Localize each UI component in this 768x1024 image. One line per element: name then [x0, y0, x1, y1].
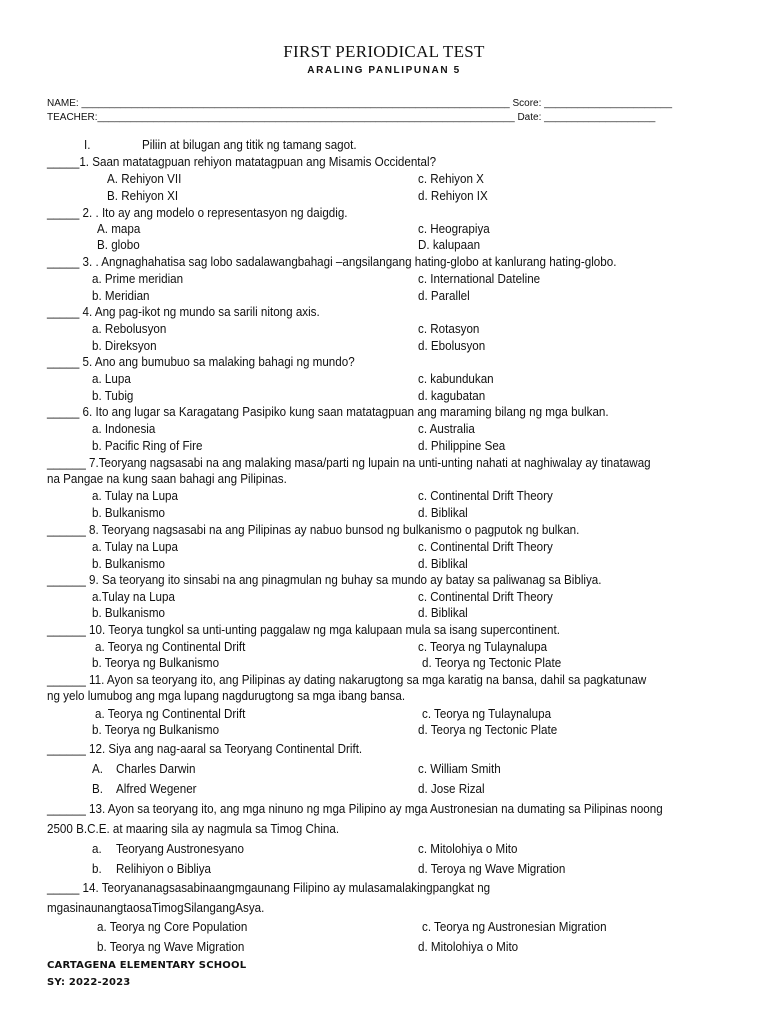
question-9-stem: ______ 9. Sa teoryang ito sinsabi na ang pinagmulan ng buhay sa mundo ay batay sa paliwanag sa Bibliya.: [47, 573, 602, 587]
q6-choice-d: d. Philippine Sea: [418, 439, 506, 453]
question-5-stem: _____ 5. Ano ang bumubuo sa malaking bahagi ng mundo?: [47, 355, 355, 369]
q1-choice-a: A. Rehiyon VII: [107, 172, 182, 186]
q6-choice-b: b. Pacific Ring of Fire: [92, 439, 203, 453]
q9-choice-c: c. Continental Drift Theory: [418, 590, 553, 604]
question-7-stem-line2: na Pangae na kung saan bahagi ang Pilipinas.: [47, 472, 287, 486]
q7-choice-d: d. Biblikal: [418, 506, 468, 520]
q13-choice-d: d. Teroya ng Wave Migration: [418, 862, 566, 876]
q14-choice-c: c. Teorya ng Austronesian Migration: [422, 920, 607, 934]
q12-choice-a-letter: A.: [92, 762, 103, 776]
q13-choice-a: Teoryang Austronesyano: [116, 842, 244, 856]
q11-choice-a: a. Teorya ng Continental Drift: [95, 707, 246, 721]
q10-choice-a: a. Teorya ng Continental Drift: [95, 640, 246, 654]
question-11-stem-line2: ng yelo lumubog ang mga lupang nagdurugtong sa mga ibang bansa.: [47, 689, 406, 703]
q12-choice-b-letter: B.: [92, 782, 103, 796]
question-4-stem: _____ 4. Ang pag-ikot ng mundo sa sarili nitong axis.: [47, 305, 320, 319]
page-subtitle: ARALING PANLIPUNAN 5: [307, 65, 461, 76]
q11-choice-c: c. Teorya ng Tulaynalupa: [422, 707, 552, 721]
q8-choice-b: b. Bulkanismo: [92, 557, 166, 571]
q1-choice-d: d. Rehiyon IX: [418, 189, 488, 203]
q10-choice-b: b. Teorya ng Bulkanismo: [92, 656, 220, 670]
question-12-stem: ______ 12. Siya ang nag-aaral sa Teoryang Continental Drift.: [47, 742, 363, 756]
q12-choice-c: c. William Smith: [418, 762, 501, 776]
question-14-stem-line2: mgasinaunangtaosaTimogSilangangAsya.: [47, 901, 265, 915]
q3-choice-d: d. Parallel: [418, 289, 470, 303]
question-7-stem-line1: ______ 7.Teoryang nagsasabi na ang malaking masa/parti ng lupain na unti-unting nahati at naghiwalay ay tinatawag: [47, 456, 651, 470]
q8-choice-d: d. Biblikal: [418, 557, 468, 571]
q3-choice-a: a. Prime meridian: [92, 272, 184, 286]
q2-choice-b: B. globo: [97, 238, 140, 252]
q5-choice-b: b. Tubig: [92, 389, 134, 403]
q4-choice-c: c. Rotasyon: [418, 322, 480, 336]
q1-choice-c: c. Rehiyon X: [418, 172, 484, 186]
q11-choice-b: b. Teorya ng Bulkanismo: [92, 723, 220, 737]
question-13-stem-line1: ______ 13. Ayon sa teoryang ito, ang mga ninuno ng mga Pilipino ay mga Austronesian na dumating sa Pilipinas noong: [47, 802, 663, 816]
q13-choice-b: Relihiyon o Bibliya: [116, 862, 211, 876]
instruction-text: Piliin at bilugan ang titik ng tamang sagot.: [142, 138, 357, 152]
q3-choice-c: c. International Dateline: [418, 272, 541, 286]
q6-choice-c: c. Australia: [418, 422, 475, 436]
q7-choice-c: c. Continental Drift Theory: [418, 489, 553, 503]
q9-choice-b: b. Bulkanismo: [92, 606, 166, 620]
q9-choice-a: a.Tulay na Lupa: [92, 590, 175, 604]
q14-choice-d: d. Mitolohiya o Mito: [418, 940, 519, 954]
q12-choice-b: Alfred Wegener: [116, 782, 197, 796]
question-14-stem-line1: _____ 14. Teoryananagsasabinaangmgaunang Filipino ay mulasamalakingpangkat ng: [47, 881, 491, 895]
question-3-stem: _____ 3. . Angnaghahatisa sag lobo sadalawangbahagi –angsilangang hating-globo at kanlurang hating-globo.: [47, 255, 617, 269]
q6-choice-a: a. Indonesia: [92, 422, 156, 436]
q7-choice-b: b. Bulkanismo: [92, 506, 166, 520]
q5-choice-d: d. kagubatan: [418, 389, 486, 403]
page-title: FIRST PERIODICAL TEST: [283, 42, 485, 61]
q14-choice-a: a. Teorya ng Core Population: [97, 920, 248, 934]
q8-choice-a: a. Tulay na Lupa: [92, 540, 178, 554]
question-2-stem: _____ 2. . Ito ay ang modelo o representasyon ng daigdig.: [47, 206, 348, 220]
q3-choice-b: b. Meridian: [92, 289, 150, 303]
q7-choice-a: a. Tulay na Lupa: [92, 489, 178, 503]
q4-choice-b: b. Direksyon: [92, 339, 157, 353]
q4-choice-a: a. Rebolusyon: [92, 322, 167, 336]
question-1-stem: _____1. Saan matatagpuan rehiyon matatagpuan ang Misamis Occidental?: [47, 155, 437, 169]
q2-choice-c: c. Heograpiya: [418, 222, 490, 236]
question-8-stem: ______ 8. Teoryang nagsasabi na ang Pilipinas ay nabuo bunsod ng bulkanismo o pagputok ng bulkan.: [47, 523, 580, 537]
q2-choice-d: D. kalupaan: [418, 238, 481, 252]
q14-choice-b: b. Teorya ng Wave Migration: [97, 940, 245, 954]
q13-choice-b-letter: b.: [92, 862, 102, 876]
q5-choice-c: c. kabundukan: [418, 372, 494, 386]
q4-choice-d: d. Ebolusyon: [418, 339, 486, 353]
q8-choice-c: c. Continental Drift Theory: [418, 540, 553, 554]
q13-choice-a-letter: a.: [92, 842, 102, 856]
q10-choice-d: d. Teorya ng Tectonic Plate: [422, 656, 562, 670]
q10-choice-c: c. Teorya ng Tulaynalupa: [418, 640, 548, 654]
question-13-stem-line2: 2500 B.C.E. at maaring sila ay nagmula sa Timog China.: [47, 822, 340, 836]
q5-choice-a: a. Lupa: [92, 372, 131, 386]
name-score-line: NAME: _____________________________________________________________________________ Score: _______________________: [47, 98, 673, 109]
question-11-stem-line1: ______ 11. Ayon sa teoryang ito, ang Pilipinas ay dating nakarugtong sa mga karatig na bansa, dahil sa pagkatunaw: [47, 673, 647, 687]
teacher-date-line: TEACHER:___________________________________________________________________________ Date: ____________________: [47, 112, 656, 123]
q1-choice-b: B. Rehiyon XI: [107, 189, 179, 203]
q12-choice-d: d. Jose Rizal: [418, 782, 485, 796]
q13-choice-c: c. Mitolohiya o Mito: [418, 842, 518, 856]
school-name: CARTAGENA ELEMENTARY SCHOOL: [47, 960, 247, 971]
q2-choice-a: A. mapa: [97, 222, 141, 236]
instruction-roman: I.: [84, 138, 91, 152]
question-10-stem: ______ 10. Teorya tungkol sa unti-unting paggalaw ng mga kalupaan mula sa isang supercontinent.: [47, 623, 560, 637]
school-year: SY: 2022-2023: [47, 977, 131, 988]
q9-choice-d: d. Biblikal: [418, 606, 468, 620]
q12-choice-a: Charles Darwin: [116, 762, 196, 776]
q11-choice-d: d. Teorya ng Tectonic Plate: [418, 723, 558, 737]
question-6-stem: _____ 6. Ito ang lugar sa Karagatang Pasipiko kung saan matatagpuan ang maraming bilang ng mga bulkan.: [47, 405, 609, 419]
